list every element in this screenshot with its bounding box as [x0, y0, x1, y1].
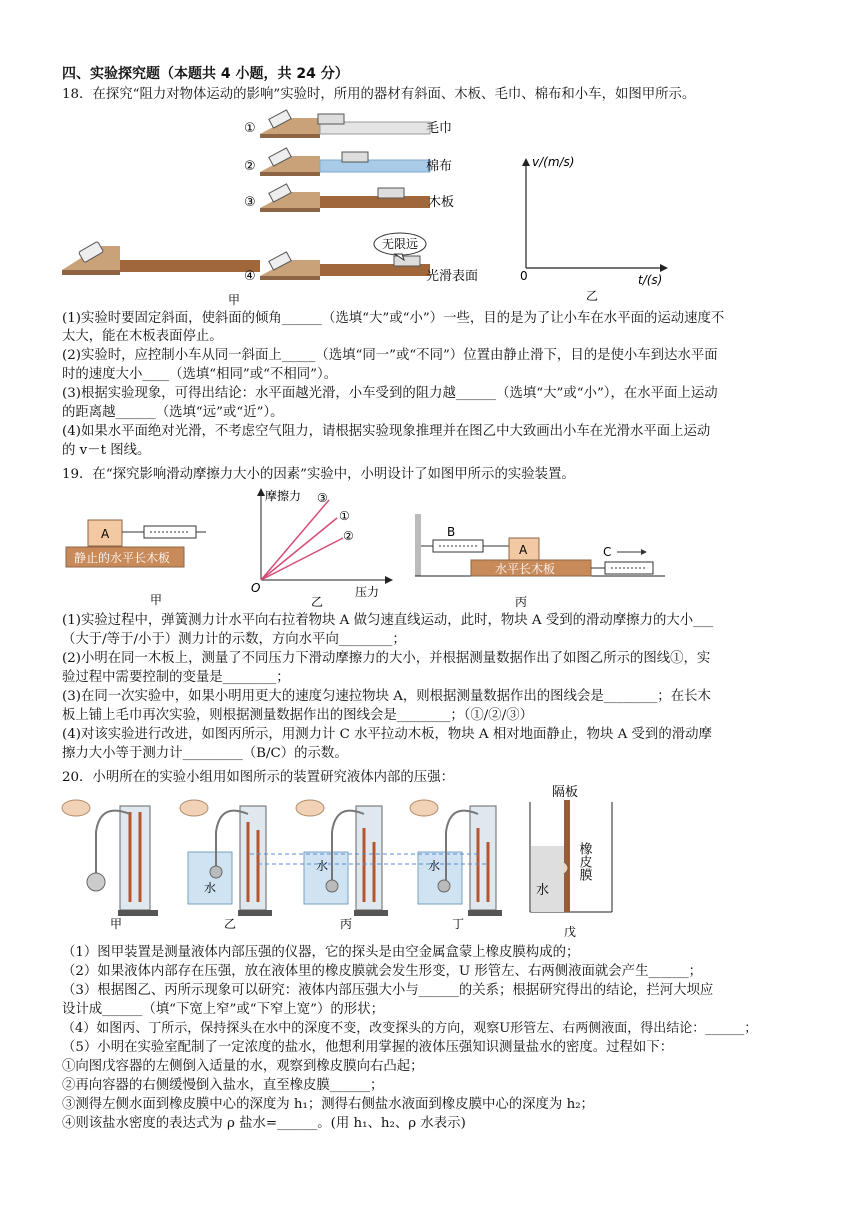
- q18-line-4: 时的速度大小____（选填“相同”或“不相同”）。: [62, 367, 338, 382]
- q18-line-5: (3)根据实验现象，可得出结论：水平面越光滑，小车受到的阻力越______（选填“大”或“小”），在水平面上运动: [62, 386, 718, 401]
- q19-line-3: (2)小明在同一木板上，测量了不同压力下滑动摩擦力的大小，并根据测量数据作出了如图乙所示的图线①，实: [62, 651, 711, 666]
- q19-line-5: (3)在同一次实验中，如果小明用更大的速度匀速拉物块 A，则根据测量数据作出的图线会是________；在长木: [62, 689, 711, 704]
- q20-figure-manometers: [60, 792, 520, 938]
- water-label-yi: 水: [204, 881, 217, 895]
- curve-2-label: ②: [343, 529, 354, 543]
- q19-line-7: (4)对该实验进行改进，如图丙所示，用测力计 C 水平拉动木板，物块 A 相对地面静止，物块 A 受到的滑动摩: [62, 727, 712, 742]
- pressure-axis-label: 压力: [355, 585, 380, 599]
- label-c: C: [603, 545, 612, 559]
- q19-line-8: 擦力大小等于测力计_________（B/C）的示数。: [62, 746, 348, 761]
- q20-line-6: （5）小明在实验室配制了一定浓度的盐水，他想利用掌握的液体压强知识测量盐水的密度。过程如下：: [62, 1040, 674, 1055]
- curve-3-label: ③: [317, 491, 328, 505]
- label-n2: ②: [244, 159, 256, 174]
- manometer-ding: [410, 800, 502, 931]
- curve-1-label: ①: [339, 509, 350, 523]
- manometer-jia: [62, 800, 158, 931]
- label-towel: 毛巾: [426, 121, 453, 136]
- q19-line-2: （大于/等于/小于）测力计的示数，方向水平向________；: [62, 632, 406, 647]
- q19-stem: 19．在“探究影响滑动摩擦力大小的因素”实验中，小明设计了如图甲所示的实验装置。: [62, 467, 575, 482]
- q19-line-1: (1)实验过程中，弹簧测力计水平向右拉着物块 A 做匀速直线运动，此时，物块 A 受到的滑动摩擦力的大小___: [62, 613, 714, 628]
- q20-line-4: 设计成______（填“下宽上窄”或“下窄上宽”）的形状；: [62, 1002, 384, 1017]
- q20-line-5: （4）如图丙、丁所示，保持探头在水中的深度不变，改变探头的方向，观察U形管左、右两侧液面，得出结论：______；: [62, 1021, 758, 1036]
- curve-2: [261, 538, 343, 580]
- q20-line-10: ④则该盐水密度的表达式为 ρ 盐水=______。(用 h₁、h₂、ρ 水表示): [62, 1116, 466, 1131]
- q18-figure-jia: [60, 108, 500, 308]
- t-axis-label: t/(s): [638, 273, 663, 287]
- caption-yi: 乙: [586, 289, 599, 303]
- board1-label: 静止的水平长木板: [74, 551, 171, 565]
- q18-line-8: 的 v－t 图线。: [62, 443, 151, 458]
- q18-line-3: (2)实验时，应控制小车从同一斜面上_____（选填“同一”或“不同”）位置由静止滑下，目的是使小车到达水平面: [62, 348, 718, 363]
- q18-line-1: (1)实验时要固定斜面，使斜面的倾角______（选填“大”或“小”）一些，目的是为了让小车在水平面的运动速度不: [62, 311, 725, 326]
- origin-label: 0: [520, 269, 528, 283]
- manometer-bing: [296, 800, 388, 931]
- bubble-label: 无限远: [381, 237, 419, 251]
- caption-jia: 甲: [228, 293, 241, 307]
- partition-label: 隔板: [552, 785, 579, 800]
- label-n3: ③: [244, 195, 256, 210]
- manometer-yi: [180, 800, 272, 931]
- label-n4: ④: [244, 269, 256, 284]
- section-title: 四、实验探究题（本题共 4 小题，共 24 分）: [62, 66, 349, 82]
- ramp-left: [62, 241, 260, 275]
- caption-yi-19: 乙: [311, 595, 324, 609]
- q20-line-9: ③测得左侧水面到橡皮膜中心的深度为 h₁；测得右侧盐水液面到橡皮膜中心的深度为 h₂；: [62, 1097, 594, 1112]
- q19-figure-bing: [405, 490, 675, 612]
- q20-figure-wu: [524, 782, 624, 942]
- origin-o: O: [251, 581, 261, 595]
- q18-line-2: 太大，能在木板表面停止。: [62, 329, 223, 344]
- block-a-label-2: A: [519, 543, 528, 557]
- water-label-wu: 水: [536, 883, 550, 898]
- caption-jia-20: 甲: [110, 917, 123, 931]
- label-cotton: 棉布: [426, 159, 453, 174]
- q20-line-2: （2）如果液体内部存在压强，放在液体里的橡皮膜就会发生形变，U 形管左、右两侧液面就会产生______；: [62, 964, 703, 979]
- caption-bing-20: 丙: [340, 917, 353, 931]
- q19-figure-jia: [60, 490, 250, 608]
- caption-jia-19: 甲: [150, 593, 163, 607]
- label-smooth: 光滑表面: [426, 269, 479, 284]
- q20-line-7: ①向图戊容器的左侧倒入适量的水，观察到橡皮膜向右凸起；: [62, 1059, 424, 1074]
- membrane-label: 橡皮膜: [576, 842, 592, 881]
- q18-line-7: (4)如果水平面绝对光滑，不考虑空气阻力，请根据实验现象推理并在图乙中大致画出小车在光滑水平面上运动: [62, 424, 711, 439]
- water-label-ding: 水: [428, 859, 441, 873]
- q20-line-8: ②再向容器的右侧缓慢倒入盐水，直至橡皮膜______；: [62, 1078, 384, 1093]
- curve-3: [261, 500, 329, 580]
- board2-label: 水平长木板: [495, 562, 556, 576]
- caption-ding-20: 丁: [452, 917, 465, 931]
- caption-bing-19: 丙: [515, 595, 528, 609]
- q19-figure-yi: [245, 488, 395, 610]
- q20-line-3: （3）根据图乙、丙所示现象可以研究：液体内部压强大小与______的关系；根据研究得出的结论，拦河大坝应: [62, 983, 714, 998]
- q18-figure-yi: [510, 152, 680, 304]
- label-n1: ①: [244, 121, 256, 136]
- caption-yi-20: 乙: [224, 917, 237, 931]
- q18-stem: 18．在探究“阻力对物体运动的影响”实验时，所用的器材有斜面、木板、毛巾、棉布和小车，如图甲所示。: [62, 87, 696, 102]
- label-wood: 木板: [428, 195, 455, 210]
- q19-line-6: 板上铺上毛巾再次实验，则根据测量数据作出的图线会是________；（①/②/③）: [62, 708, 533, 723]
- q18-line-6: 的距离越______（选填“远”或“近”）。: [62, 405, 284, 420]
- caption-wu-20: 戊: [564, 925, 577, 939]
- block-a-label: A: [101, 527, 110, 541]
- water-label-bing: 水: [316, 859, 329, 873]
- label-b: B: [447, 525, 456, 539]
- q20-stem: 20．小明所在的实验小组用如图所示的装置研究液体内部的压强：: [62, 770, 454, 785]
- curve-1: [261, 518, 337, 580]
- q19-line-4: 验过程中需要控制的变量是________；: [62, 670, 290, 685]
- q20-line-1: （1）图甲装置是测量液体内部压强的仪器，它的探头是由空金属盒蒙上橡皮膜构成的；: [62, 945, 580, 960]
- v-axis-label: v/(m/s): [532, 155, 575, 169]
- friction-axis-label: 摩擦力: [265, 489, 302, 503]
